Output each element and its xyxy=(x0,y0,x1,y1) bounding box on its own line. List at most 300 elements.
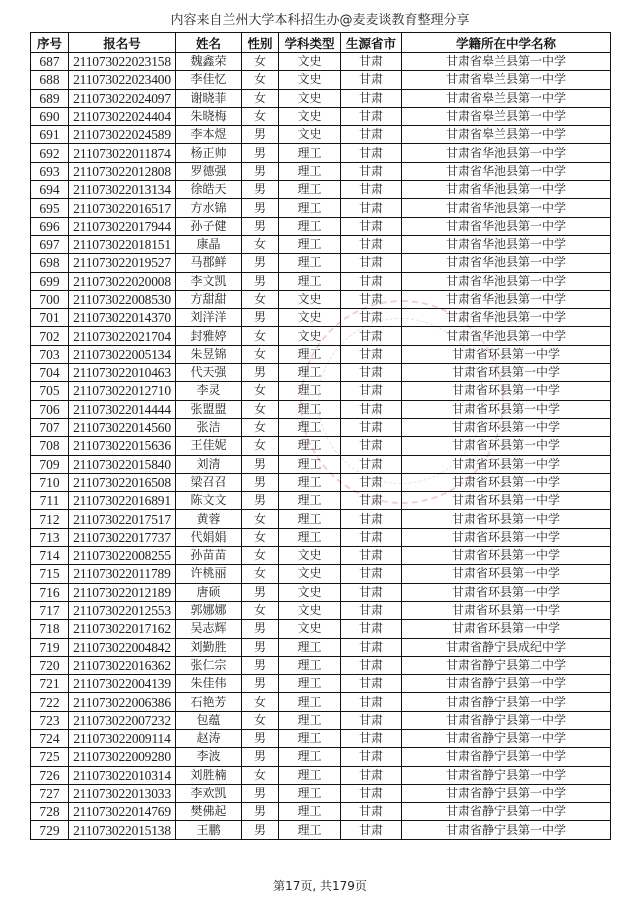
cell-school: 甘肃省皋兰县第一中学 xyxy=(402,71,611,89)
cell-registration-no: 211073022015840 xyxy=(69,455,176,473)
document-header-title: 内容来自兰州大学本科招生办@麦麦谈教育整理分享 xyxy=(170,13,470,28)
table-row xyxy=(31,217,611,235)
cell-school: 甘肃省环县第一中学 xyxy=(402,364,611,382)
cell-index: 704 xyxy=(31,364,69,382)
table-row xyxy=(31,107,611,125)
cell-school: 甘肃省环县第一中学 xyxy=(402,528,611,546)
cell-name: 陈文文 xyxy=(176,492,242,510)
column-header-name: 姓名 xyxy=(176,33,242,53)
cell-registration-no: 211073022023158 xyxy=(69,53,176,71)
cell-index: 687 xyxy=(31,53,69,71)
cell-subject-type: 文史 xyxy=(279,53,341,71)
cell-province: 甘肃 xyxy=(341,126,402,144)
cell-name: 李波 xyxy=(176,748,242,766)
cell-gender: 男 xyxy=(242,620,279,638)
cell-index: 697 xyxy=(31,235,69,253)
cell-province: 甘肃 xyxy=(341,437,402,455)
column-header-subject-type: 学科类型 xyxy=(279,33,341,53)
cell-subject-type: 理工 xyxy=(279,235,341,253)
cell-registration-no: 211073022010314 xyxy=(69,766,176,784)
cell-gender: 女 xyxy=(242,345,279,363)
cell-subject-type: 理工 xyxy=(279,638,341,656)
cell-school: 甘肃省静宁县第一中学 xyxy=(402,693,611,711)
cell-province: 甘肃 xyxy=(341,656,402,674)
table-row xyxy=(31,89,611,107)
cell-province: 甘肃 xyxy=(341,766,402,784)
cell-subject-type: 理工 xyxy=(279,748,341,766)
cell-subject-type: 文史 xyxy=(279,107,341,125)
cell-name: 代天强 xyxy=(176,364,242,382)
cell-name: 封雅婷 xyxy=(176,327,242,345)
cell-province: 甘肃 xyxy=(341,217,402,235)
cell-province: 甘肃 xyxy=(341,547,402,565)
cell-subject-type: 理工 xyxy=(279,437,341,455)
cell-subject-type: 理工 xyxy=(279,345,341,363)
cell-name: 唐硕 xyxy=(176,583,242,601)
cell-name: 代娟娟 xyxy=(176,528,242,546)
cell-province: 甘肃 xyxy=(341,327,402,345)
cell-subject-type: 理工 xyxy=(279,217,341,235)
cell-gender: 男 xyxy=(242,638,279,656)
cell-gender: 男 xyxy=(242,748,279,766)
cell-registration-no: 211073022005134 xyxy=(69,345,176,363)
table-row xyxy=(31,345,611,363)
cell-index: 729 xyxy=(31,821,69,839)
table-row xyxy=(31,656,611,674)
cell-school: 甘肃省静宁县第一中学 xyxy=(402,766,611,784)
cell-school: 甘肃省静宁县第一中学 xyxy=(402,711,611,729)
cell-province: 甘肃 xyxy=(341,729,402,747)
cell-subject-type: 文史 xyxy=(279,71,341,89)
column-header-index: 序号 xyxy=(31,33,69,53)
cell-gender: 男 xyxy=(242,144,279,162)
cell-gender: 女 xyxy=(242,711,279,729)
cell-province: 甘肃 xyxy=(341,382,402,400)
cell-registration-no: 211073022014370 xyxy=(69,309,176,327)
cell-province: 甘肃 xyxy=(341,455,402,473)
table-row xyxy=(31,418,611,436)
cell-name: 马郡鲜 xyxy=(176,254,242,272)
cell-subject-type: 文史 xyxy=(279,620,341,638)
cell-gender: 女 xyxy=(242,89,279,107)
cell-gender: 男 xyxy=(242,126,279,144)
cell-subject-type: 理工 xyxy=(279,711,341,729)
cell-province: 甘肃 xyxy=(341,254,402,272)
cell-registration-no: 211073022017737 xyxy=(69,528,176,546)
cell-registration-no: 211073022014560 xyxy=(69,418,176,436)
cell-school: 甘肃省环县第一中学 xyxy=(402,601,611,619)
table-row xyxy=(31,290,611,308)
cell-province: 甘肃 xyxy=(341,400,402,418)
cell-subject-type: 理工 xyxy=(279,729,341,747)
cell-gender: 女 xyxy=(242,565,279,583)
cell-gender: 男 xyxy=(242,492,279,510)
cell-registration-no: 211073022009114 xyxy=(69,729,176,747)
cell-province: 甘肃 xyxy=(341,784,402,802)
cell-school: 甘肃省华池县第一中学 xyxy=(402,290,611,308)
cell-name: 刘胜楠 xyxy=(176,766,242,784)
cell-subject-type: 理工 xyxy=(279,803,341,821)
cell-province: 甘肃 xyxy=(341,71,402,89)
cell-school: 甘肃省华池县第一中学 xyxy=(402,144,611,162)
table-row xyxy=(31,583,611,601)
cell-school: 甘肃省华池县第一中学 xyxy=(402,162,611,180)
cell-name: 杨正帅 xyxy=(176,144,242,162)
cell-school: 甘肃省环县第一中学 xyxy=(402,455,611,473)
cell-name: 方甜甜 xyxy=(176,290,242,308)
table-row xyxy=(31,492,611,510)
cell-gender: 女 xyxy=(242,53,279,71)
cell-gender: 男 xyxy=(242,784,279,802)
table-row xyxy=(31,601,611,619)
cell-index: 698 xyxy=(31,254,69,272)
admissions-table xyxy=(30,32,611,840)
cell-gender: 男 xyxy=(242,675,279,693)
cell-index: 719 xyxy=(31,638,69,656)
cell-province: 甘肃 xyxy=(341,53,402,71)
cell-name: 方水锦 xyxy=(176,199,242,217)
cell-registration-no: 211073022017944 xyxy=(69,217,176,235)
cell-school: 甘肃省环县第一中学 xyxy=(402,418,611,436)
table-row xyxy=(31,199,611,217)
cell-school: 甘肃省静宁县第二中学 xyxy=(402,656,611,674)
cell-index: 720 xyxy=(31,656,69,674)
cell-school: 甘肃省华池县第一中学 xyxy=(402,254,611,272)
cell-registration-no: 211073022012710 xyxy=(69,382,176,400)
cell-registration-no: 211073022016891 xyxy=(69,492,176,510)
cell-province: 甘肃 xyxy=(341,364,402,382)
table-row xyxy=(31,528,611,546)
cell-index: 716 xyxy=(31,583,69,601)
cell-province: 甘肃 xyxy=(341,345,402,363)
cell-index: 688 xyxy=(31,71,69,89)
cell-name: 包蕴 xyxy=(176,711,242,729)
cell-subject-type: 理工 xyxy=(279,455,341,473)
cell-index: 706 xyxy=(31,400,69,418)
cell-registration-no: 211073022008530 xyxy=(69,290,176,308)
cell-school: 甘肃省环县第一中学 xyxy=(402,473,611,491)
cell-province: 甘肃 xyxy=(341,528,402,546)
table-row xyxy=(31,309,611,327)
cell-registration-no: 211073022008255 xyxy=(69,547,176,565)
cell-subject-type: 理工 xyxy=(279,528,341,546)
cell-registration-no: 211073022019527 xyxy=(69,254,176,272)
cell-province: 甘肃 xyxy=(341,418,402,436)
cell-index: 708 xyxy=(31,437,69,455)
cell-gender: 男 xyxy=(242,272,279,290)
cell-subject-type: 理工 xyxy=(279,675,341,693)
cell-gender: 女 xyxy=(242,547,279,565)
cell-subject-type: 理工 xyxy=(279,784,341,802)
cell-province: 甘肃 xyxy=(341,510,402,528)
cell-index: 712 xyxy=(31,510,69,528)
cell-subject-type: 理工 xyxy=(279,199,341,217)
cell-name: 朱佳伟 xyxy=(176,675,242,693)
cell-gender: 男 xyxy=(242,455,279,473)
cell-registration-no: 211073022014444 xyxy=(69,400,176,418)
cell-registration-no: 211073022015636 xyxy=(69,437,176,455)
cell-subject-type: 理工 xyxy=(279,254,341,272)
cell-index: 710 xyxy=(31,473,69,491)
table-row xyxy=(31,53,611,71)
cell-name: 黄蓉 xyxy=(176,510,242,528)
cell-index: 709 xyxy=(31,455,69,473)
table-row xyxy=(31,181,611,199)
cell-index: 721 xyxy=(31,675,69,693)
cell-index: 705 xyxy=(31,382,69,400)
cell-name: 张洁 xyxy=(176,418,242,436)
cell-school: 甘肃省皋兰县第一中学 xyxy=(402,89,611,107)
cell-name: 谢晓菲 xyxy=(176,89,242,107)
cell-province: 甘肃 xyxy=(341,144,402,162)
table-row xyxy=(31,254,611,272)
cell-gender: 女 xyxy=(242,528,279,546)
table-row xyxy=(31,144,611,162)
cell-province: 甘肃 xyxy=(341,583,402,601)
cell-gender: 男 xyxy=(242,821,279,839)
cell-name: 魏鑫荣 xyxy=(176,53,242,71)
cell-registration-no: 211073022021704 xyxy=(69,327,176,345)
cell-name: 李本煜 xyxy=(176,126,242,144)
cell-index: 728 xyxy=(31,803,69,821)
cell-gender: 女 xyxy=(242,71,279,89)
column-header-registration-no: 报名号 xyxy=(69,33,176,53)
cell-name: 孙苗苗 xyxy=(176,547,242,565)
cell-school: 甘肃省华池县第一中学 xyxy=(402,327,611,345)
cell-subject-type: 文史 xyxy=(279,601,341,619)
table-row xyxy=(31,565,611,583)
column-header-province: 生源省市 xyxy=(341,33,402,53)
cell-index: 723 xyxy=(31,711,69,729)
cell-gender: 男 xyxy=(242,803,279,821)
cell-name: 李文凯 xyxy=(176,272,242,290)
cell-gender: 女 xyxy=(242,327,279,345)
cell-name: 徐皓天 xyxy=(176,181,242,199)
cell-name: 郭娜娜 xyxy=(176,601,242,619)
cell-school: 甘肃省环县第一中学 xyxy=(402,382,611,400)
cell-index: 689 xyxy=(31,89,69,107)
cell-index: 722 xyxy=(31,693,69,711)
cell-registration-no: 211073022009280 xyxy=(69,748,176,766)
cell-gender: 男 xyxy=(242,162,279,180)
cell-school: 甘肃省静宁县第一中学 xyxy=(402,748,611,766)
cell-registration-no: 211073022014769 xyxy=(69,803,176,821)
cell-province: 甘肃 xyxy=(341,89,402,107)
cell-province: 甘肃 xyxy=(341,748,402,766)
table-row xyxy=(31,510,611,528)
table-row xyxy=(31,766,611,784)
cell-school: 甘肃省环县第一中学 xyxy=(402,400,611,418)
cell-index: 695 xyxy=(31,199,69,217)
cell-registration-no: 211073022024404 xyxy=(69,107,176,125)
table-row xyxy=(31,162,611,180)
table-row xyxy=(31,473,611,491)
cell-name: 李灵 xyxy=(176,382,242,400)
cell-registration-no: 211073022013033 xyxy=(69,784,176,802)
table-row xyxy=(31,400,611,418)
cell-subject-type: 理工 xyxy=(279,492,341,510)
table-row xyxy=(31,784,611,802)
cell-name: 吴志辉 xyxy=(176,620,242,638)
cell-index: 699 xyxy=(31,272,69,290)
cell-subject-type: 文史 xyxy=(279,290,341,308)
cell-name: 张盟盟 xyxy=(176,400,242,418)
cell-registration-no: 211073022017517 xyxy=(69,510,176,528)
cell-index: 707 xyxy=(31,418,69,436)
cell-subject-type: 文史 xyxy=(279,547,341,565)
cell-subject-type: 理工 xyxy=(279,510,341,528)
cell-school: 甘肃省环县第一中学 xyxy=(402,492,611,510)
cell-gender: 男 xyxy=(242,199,279,217)
cell-school: 甘肃省华池县第一中学 xyxy=(402,181,611,199)
cell-province: 甘肃 xyxy=(341,675,402,693)
cell-index: 693 xyxy=(31,162,69,180)
cell-school: 甘肃省环县第一中学 xyxy=(402,620,611,638)
table-row xyxy=(31,803,611,821)
cell-registration-no: 211073022012189 xyxy=(69,583,176,601)
cell-index: 713 xyxy=(31,528,69,546)
table-row xyxy=(31,748,611,766)
cell-school: 甘肃省华池县第一中学 xyxy=(402,217,611,235)
cell-school: 甘肃省皋兰县第一中学 xyxy=(402,126,611,144)
cell-name: 许桃丽 xyxy=(176,565,242,583)
cell-gender: 女 xyxy=(242,400,279,418)
cell-registration-no: 211073022023400 xyxy=(69,71,176,89)
cell-index: 724 xyxy=(31,729,69,747)
cell-index: 726 xyxy=(31,766,69,784)
cell-subject-type: 理工 xyxy=(279,272,341,290)
cell-registration-no: 211073022006386 xyxy=(69,693,176,711)
cell-subject-type: 理工 xyxy=(279,364,341,382)
cell-school: 甘肃省环县第一中学 xyxy=(402,565,611,583)
cell-name: 张仁宗 xyxy=(176,656,242,674)
cell-registration-no: 211073022011789 xyxy=(69,565,176,583)
cell-school: 甘肃省静宁县第一中学 xyxy=(402,729,611,747)
table-row xyxy=(31,729,611,747)
cell-name: 石艳芳 xyxy=(176,693,242,711)
column-header-school: 学籍所在中学名称 xyxy=(402,33,611,53)
cell-registration-no: 211073022024097 xyxy=(69,89,176,107)
cell-name: 王鹏 xyxy=(176,821,242,839)
cell-gender: 男 xyxy=(242,729,279,747)
cell-index: 711 xyxy=(31,492,69,510)
cell-province: 甘肃 xyxy=(341,620,402,638)
cell-province: 甘肃 xyxy=(341,638,402,656)
cell-gender: 男 xyxy=(242,309,279,327)
table-row xyxy=(31,638,611,656)
cell-gender: 女 xyxy=(242,766,279,784)
cell-index: 702 xyxy=(31,327,69,345)
cell-name: 刘勤胜 xyxy=(176,638,242,656)
cell-gender: 男 xyxy=(242,656,279,674)
cell-province: 甘肃 xyxy=(341,565,402,583)
cell-subject-type: 理工 xyxy=(279,400,341,418)
cell-province: 甘肃 xyxy=(341,162,402,180)
cell-subject-type: 文史 xyxy=(279,327,341,345)
cell-school: 甘肃省华池县第一中学 xyxy=(402,199,611,217)
cell-school: 甘肃省华池县第一中学 xyxy=(402,309,611,327)
cell-subject-type: 文史 xyxy=(279,565,341,583)
cell-subject-type: 理工 xyxy=(279,473,341,491)
cell-school: 甘肃省皋兰县第一中学 xyxy=(402,53,611,71)
table-row xyxy=(31,620,611,638)
cell-name: 刘清 xyxy=(176,455,242,473)
table-header-row xyxy=(31,33,611,53)
table-row xyxy=(31,235,611,253)
cell-school: 甘肃省静宁县第一中学 xyxy=(402,675,611,693)
cell-school: 甘肃省环县第一中学 xyxy=(402,583,611,601)
cell-name: 康晶 xyxy=(176,235,242,253)
cell-registration-no: 211073022004139 xyxy=(69,675,176,693)
cell-name: 李佳忆 xyxy=(176,71,242,89)
cell-gender: 男 xyxy=(242,364,279,382)
cell-gender: 女 xyxy=(242,437,279,455)
table-row xyxy=(31,455,611,473)
cell-gender: 男 xyxy=(242,473,279,491)
cell-province: 甘肃 xyxy=(341,492,402,510)
cell-gender: 女 xyxy=(242,693,279,711)
cell-registration-no: 211073022020008 xyxy=(69,272,176,290)
cell-registration-no: 211073022016517 xyxy=(69,199,176,217)
cell-registration-no: 211073022012808 xyxy=(69,162,176,180)
cell-registration-no: 211073022004842 xyxy=(69,638,176,656)
cell-name: 罗德强 xyxy=(176,162,242,180)
table-row xyxy=(31,364,611,382)
cell-school: 甘肃省静宁县第一中学 xyxy=(402,803,611,821)
cell-registration-no: 211073022015138 xyxy=(69,821,176,839)
cell-province: 甘肃 xyxy=(341,235,402,253)
cell-province: 甘肃 xyxy=(341,309,402,327)
cell-gender: 男 xyxy=(242,254,279,272)
table-row xyxy=(31,437,611,455)
cell-subject-type: 文史 xyxy=(279,89,341,107)
cell-province: 甘肃 xyxy=(341,803,402,821)
cell-index: 727 xyxy=(31,784,69,802)
table-row xyxy=(31,693,611,711)
table-row xyxy=(31,675,611,693)
cell-school: 甘肃省皋兰县第一中学 xyxy=(402,107,611,125)
cell-index: 694 xyxy=(31,181,69,199)
cell-gender: 男 xyxy=(242,583,279,601)
cell-name: 樊佛起 xyxy=(176,803,242,821)
cell-subject-type: 理工 xyxy=(279,418,341,436)
cell-registration-no: 211073022024589 xyxy=(69,126,176,144)
cell-registration-no: 211073022017162 xyxy=(69,620,176,638)
cell-gender: 女 xyxy=(242,107,279,125)
table-row xyxy=(31,821,611,839)
cell-gender: 男 xyxy=(242,217,279,235)
cell-school: 甘肃省静宁县第一中学 xyxy=(402,821,611,839)
cell-subject-type: 文史 xyxy=(279,309,341,327)
cell-index: 700 xyxy=(31,290,69,308)
cell-name: 朱晓梅 xyxy=(176,107,242,125)
cell-school: 甘肃省环县第一中学 xyxy=(402,345,611,363)
cell-school: 甘肃省环县第一中学 xyxy=(402,547,611,565)
cell-subject-type: 理工 xyxy=(279,382,341,400)
cell-registration-no: 211073022016362 xyxy=(69,656,176,674)
cell-school: 甘肃省环县第一中学 xyxy=(402,437,611,455)
cell-gender: 女 xyxy=(242,382,279,400)
cell-gender: 女 xyxy=(242,510,279,528)
cell-registration-no: 211073022007232 xyxy=(69,711,176,729)
cell-index: 715 xyxy=(31,565,69,583)
table-row xyxy=(31,71,611,89)
cell-gender: 女 xyxy=(242,290,279,308)
cell-subject-type: 理工 xyxy=(279,821,341,839)
cell-index: 690 xyxy=(31,107,69,125)
cell-index: 696 xyxy=(31,217,69,235)
cell-subject-type: 理工 xyxy=(279,181,341,199)
